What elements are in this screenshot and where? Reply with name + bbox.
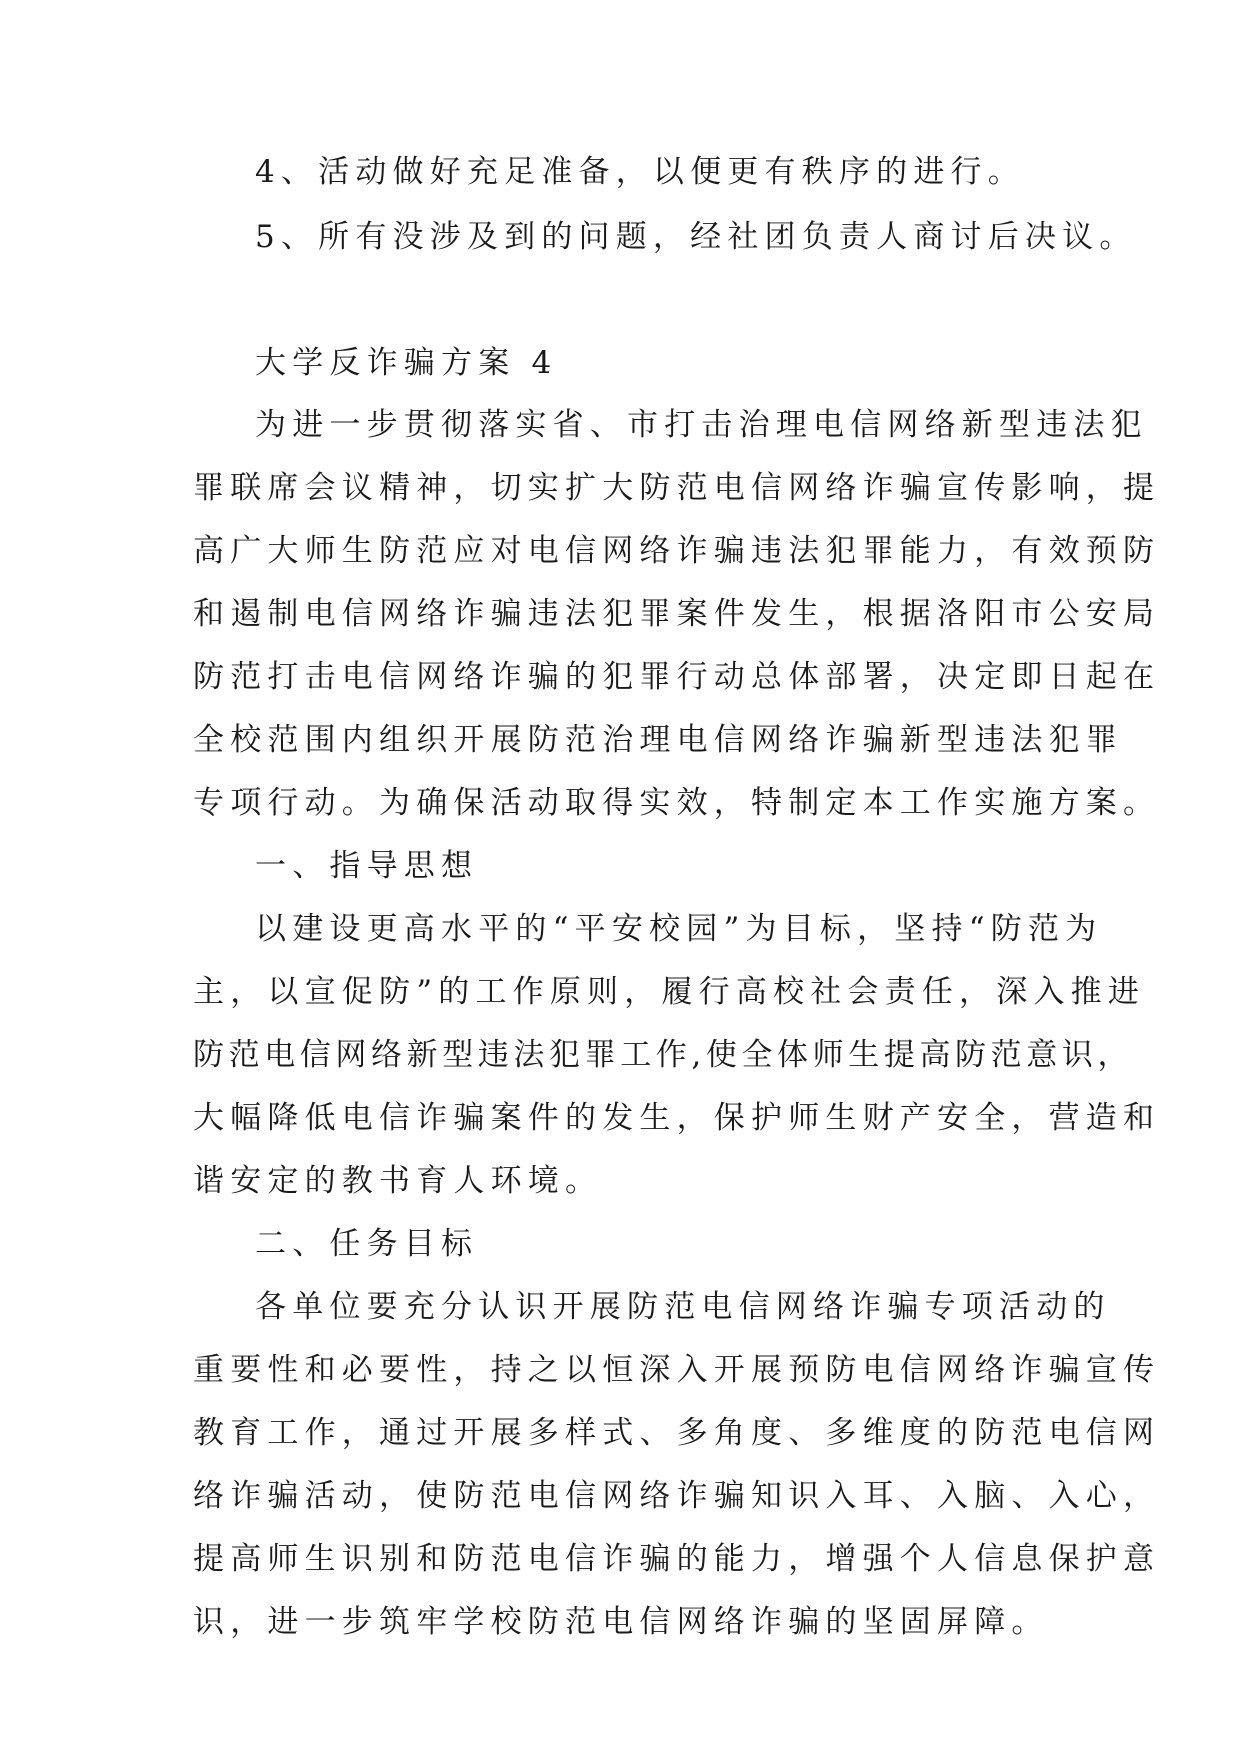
paragraph-line: 重要性和必要性，持之以恒深入开展预防电信网络诈骗宣传 <box>193 1352 1161 1388</box>
paragraph-line: 大幅降低电信诈骗案件的发生，保护师生财产安全，营造和 <box>193 1100 1161 1136</box>
paragraph-line: 为进一步贯彻落实省、市打击治理电信网络新型违法犯 <box>255 407 1148 443</box>
paragraph-line: 全校范围内组织开展防范治理电信网络诈骗新型违法犯罪 <box>193 722 1123 758</box>
paragraph-line: 防范打击电信网络诈骗的犯罪行动总体部署，决定即日起在 <box>193 659 1161 695</box>
paragraph-line: 识，进一步筑牢学校防范电信网络诈骗的坚固屏障。 <box>193 1604 1049 1640</box>
paragraph-line: 络诈骗活动，使防范电信网络诈骗知识入耳、入脑、入心， <box>193 1478 1161 1514</box>
paragraph-line: 和遏制电信网络诈骗违法犯罪案件发生，根据洛阳市公安局 <box>193 596 1161 632</box>
paragraph-line: 谐安定的教书育人环境。 <box>193 1163 603 1199</box>
paragraph-line: 高广大师生防范应对电信网络诈骗违法犯罪能力，有效预防 <box>193 533 1161 569</box>
paragraph-line: 专项行动。为确保活动取得实效，特制定本工作实施方案。 <box>193 785 1161 821</box>
paragraph-line: 提高师生识别和防范电信诈骗的能力，增强个人信息保护意 <box>193 1541 1161 1577</box>
section-heading: 二、任务目标 <box>255 1226 479 1262</box>
paragraph-line: 各单位要充分认识开展防范电信网络诈骗专项活动的 <box>255 1289 1111 1325</box>
paragraph-line: 罪联席会议精神，切实扩大防范电信网络诈骗宣传影响，提 <box>193 470 1161 506</box>
section-title: 大学反诈骗方案 4 <box>255 345 558 381</box>
paragraph-line: 5、所有没涉及到的问题，经社团负责人商讨后决议。 <box>255 219 1137 255</box>
paragraph-line: 4、活动做好充足准备，以便更有秩序的进行。 <box>255 154 1025 190</box>
paragraph-line: 主，以宣促防”的工作原则，履行高校社会责任，深入推进 <box>193 974 1146 1010</box>
paragraph-line: 教育工作，通过开展多样式、多角度、多维度的防范电信网 <box>193 1415 1161 1451</box>
section-heading: 一、指导思想 <box>255 848 479 884</box>
paragraph-line: 以建设更高水平的“平安校园”为目标，坚持“防范为 <box>255 911 1103 947</box>
paragraph-line: 防范电信网络新型违法犯罪工作,使全体师生提高防范意识， <box>193 1037 1134 1073</box>
